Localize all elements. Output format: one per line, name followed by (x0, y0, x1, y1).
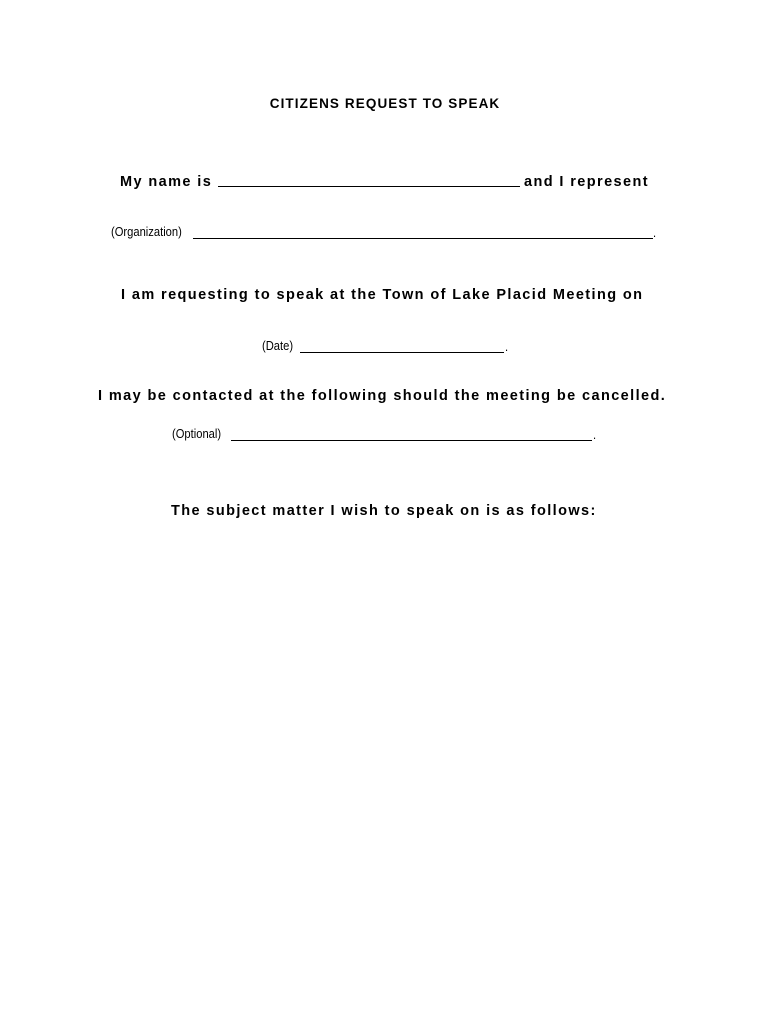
date-label: (Date) (262, 338, 294, 353)
name-line (120, 173, 212, 191)
meeting-statement: I am requesting to speak at the Town of Lake Placid Meeting on (121, 287, 644, 303)
name-suffix: and I represent (524, 174, 649, 190)
optional-label: (Optional) (172, 426, 222, 441)
organization-label: (Organization) (111, 224, 182, 239)
contact-statement: I may be contacted at the following should the meeting be cancelled. (98, 388, 667, 404)
optional-field[interactable] (231, 440, 592, 441)
organization-end: . (653, 225, 657, 240)
optional-end: . (593, 427, 597, 442)
date-end: . (505, 339, 509, 354)
name-prefix: My name is (120, 174, 213, 190)
form-title: CITIZENS REQUEST TO SPEAK (269, 96, 501, 111)
organization-field[interactable] (193, 238, 653, 239)
name-field[interactable] (218, 186, 520, 187)
date-field[interactable] (300, 352, 504, 353)
subject-statement: The subject matter I wish to speak on is as follows: (171, 503, 597, 519)
